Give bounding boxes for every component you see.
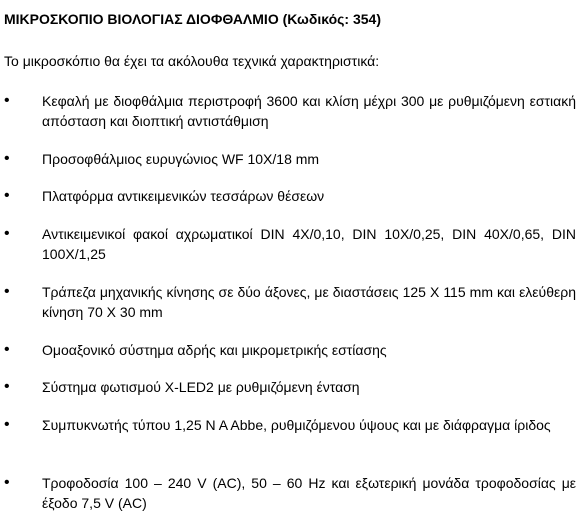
spec-item-text: Συμπυκνωτής τύπου 1,25 N A Abbe, ρυθμιζόμενου ύψους και με διάφραγμα ίριδος [42,417,551,433]
bullet-icon: • [4,474,10,491]
spec-item-text: Τροφοδοσία 100 – 240 V (AC), 50 – 60 Hz και εξωτερική μονάδα τροφοδοσίας με έξοδο 7,5 V (AC) [42,475,576,511]
bullet-icon: • [4,92,10,109]
bullet-icon: • [4,416,10,433]
intro-text: Το μικροσκόπιο θα έχει τα ακόλουθα τεχνικά χαρακτηριστικά: [4,53,380,69]
spec-item-text: Κεφαλή με διοφθάλμια περιστροφή 3600 και κλίση μέχρι 300 με ρυθμιζόμενη εστιακή απόσταση και διοπτική αντιστάθμιση [42,93,576,129]
bullet-icon: • [4,283,10,300]
bullet-icon: • [4,341,10,358]
spec-item-text: Πλατφόρμα αντικειμενικών τεσσάρων θέσεων [42,188,325,204]
document-title: ΜΙΚΡΟΣΚΟΠΙΟ ΒΙΟΛΟΓΙΑΣ ΔΙΟΦΘΑΛΜΙΟ (Κωδικός: 354) [4,11,382,27]
spec-item-text: Προσοφθάλμιος ευρυγώνιος WF 10X/18 mm [42,151,320,167]
bullet-icon: • [4,187,10,204]
spec-item-text: Σύστημα φωτισμού X-LED2 με ρυθμιζόμενη ένταση [42,379,360,395]
spec-item-text: Ομοαξονικό σύστημα αδρής και μικρομετρικής εστίασης [42,342,387,358]
bullet-icon: • [4,378,10,395]
spec-item-text: Τράπεζα μηχανικής κίνησης σε δύο άξονες, με διαστάσεις 125 Χ 115 mm και ελεύθερη κίνηση 70 Χ 30 mm [42,284,576,320]
spec-item-text: Αντικειμενικοί φακοί αχρωματικοί DIN 4X/0,10, DIN 10X/0,25, DIN 40X/0,65, DIN 100X/1,25 [42,226,576,262]
bullet-icon: • [4,225,10,242]
bullet-icon: • [4,150,10,167]
